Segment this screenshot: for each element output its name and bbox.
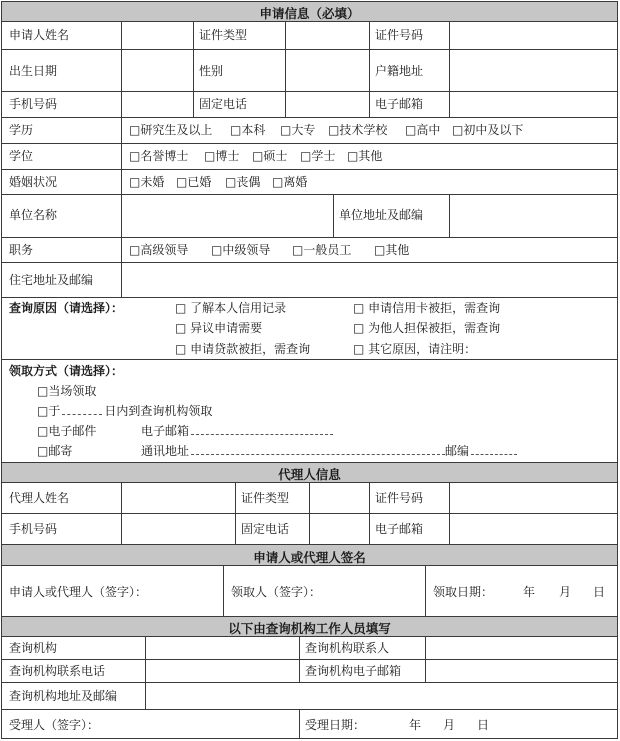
label-id-number: 证件号码 (375, 28, 424, 42)
days-blank[interactable] (62, 404, 102, 415)
label-birth-date: 出生日期 (9, 64, 58, 78)
label-pickup-date: 领取日期： (433, 585, 494, 599)
border-bottom (1, 738, 618, 739)
label-agent-mobile: 手机号码 (9, 522, 58, 536)
col-line (369, 482, 370, 544)
checkbox-option-degree[interactable]: □其他 (347, 149, 383, 163)
checkbox-option-position[interactable]: □中级领导 (211, 243, 271, 257)
label-handle-month: 月 (443, 718, 456, 732)
checkbox-option-marital[interactable]: □丧偶 (225, 175, 261, 189)
label-id-type: 证件类型 (199, 28, 248, 42)
row-line (1, 616, 618, 617)
checkbox-option-education[interactable]: □研究生及以上 (129, 123, 213, 137)
label-marital: 婚姻状况 (9, 175, 58, 189)
checkbox-option-education[interactable]: □本科 (230, 123, 266, 137)
label-agent-landline: 固定电话 (241, 522, 290, 536)
checkbox-option-marital[interactable]: □离婚 (272, 175, 308, 189)
row-line (1, 194, 618, 195)
label-employer: 单位名称 (9, 208, 58, 222)
label-agent-email: 电子邮箱 (375, 522, 424, 536)
checkbox-option-pickup-onsite[interactable]: □当场领取 (37, 384, 97, 398)
col-line (449, 21, 450, 117)
label-agency-contact: 查询机构联系人 (305, 641, 390, 655)
row-line (1, 169, 618, 170)
label-education: 学历 (9, 123, 34, 137)
checkbox-option-pickup-at-agency[interactable] (37, 404, 212, 418)
checkbox-option-education[interactable]: □初中及以下 (452, 123, 524, 137)
label-agency-email: 查询机构电子邮箱 (305, 664, 402, 678)
checkbox-option-reason[interactable]: □ 异议申请需要 (175, 321, 263, 335)
col-line (299, 709, 300, 739)
label-handle-year: 年 (409, 718, 422, 732)
label-mobile: 手机号码 (9, 97, 58, 111)
row-line (1, 91, 618, 92)
section-title-signature: 申请人或代理人签名 (253, 550, 366, 565)
label-year: 年 (523, 585, 536, 599)
row-line (1, 117, 618, 118)
row-line (1, 143, 618, 144)
label-pickup-method: 领取方式（请选择）： (9, 364, 124, 378)
checkbox-option-degree[interactable]: □博士 (204, 149, 240, 163)
checkbox-option-pickup-mail[interactable]: □邮寄 (37, 444, 73, 458)
checkbox-option-marital[interactable]: □已婚 (176, 175, 212, 189)
row-line (1, 709, 618, 710)
col-line (145, 636, 146, 709)
checkbox-option-degree[interactable]: □学士 (300, 149, 336, 163)
row-line (1, 297, 618, 298)
label-signer: 申请人或代理人（签字）： (9, 585, 148, 599)
col-line (333, 194, 334, 237)
row-line (1, 544, 618, 545)
checkbox-option-reason[interactable]: □ 了解本人信用记录 (175, 301, 287, 315)
col-line (223, 565, 224, 616)
col-line (121, 21, 122, 117)
row-line (1, 237, 618, 238)
label-degree: 学位 (9, 149, 34, 163)
label-handle-day: 日 (477, 718, 490, 732)
label-inquiry-reason: 查询原因（请选择）： (9, 301, 124, 315)
col-line (193, 21, 194, 117)
section-title-agent: 代理人信息 (278, 467, 341, 482)
col-line (449, 194, 450, 237)
label-receiver: 领取人（签字）： (231, 585, 322, 599)
label-position: 职务 (9, 243, 34, 257)
label-applicant-name: 申请人姓名 (9, 28, 70, 42)
label-agency-address: 查询机构地址及邮编 (9, 689, 118, 703)
col-line (309, 482, 310, 544)
pickup-mail-address-label: 通讯地址 (141, 444, 190, 458)
label-gender: 性别 (199, 64, 224, 78)
row-line (1, 49, 618, 50)
row-line (1, 682, 618, 683)
row-line (1, 659, 618, 660)
section-title-applicant: 申请信息（必填） (259, 6, 360, 21)
col-line (299, 636, 300, 682)
col-line (369, 21, 370, 117)
label-home-address: 住宅地址及邮编 (9, 273, 94, 287)
checkbox-option-position[interactable]: □其他 (374, 243, 410, 257)
checkbox-option-reason[interactable]: □ 其它原因，请注明： (353, 342, 477, 356)
label-month: 月 (559, 585, 572, 599)
pickup-email-label: 电子邮箱 (141, 424, 190, 438)
col-line (285, 21, 286, 117)
label-agency: 查询机构 (9, 641, 58, 655)
checkbox-option-reason[interactable]: □ 申请贷款被拒，需查询 (175, 342, 311, 356)
label-agent-name: 代理人姓名 (9, 491, 70, 505)
section-title-staff: 以下由查询机构工作人员填写 (228, 621, 391, 636)
label-email: 电子邮箱 (375, 97, 424, 111)
col-line (449, 482, 450, 544)
row-line (1, 262, 618, 263)
col-line (425, 565, 426, 616)
row-line (1, 462, 618, 463)
checkbox-option-education[interactable]: □高中 (405, 123, 441, 137)
label-handler: 受理人（签字）： (9, 718, 100, 732)
pickup-at-prefix: □于 (37, 404, 61, 418)
col-line (235, 482, 236, 544)
email-blank[interactable] (191, 424, 333, 435)
label-residence: 户籍地址 (375, 64, 424, 78)
label-agent-id-type: 证件类型 (241, 491, 290, 505)
label-agency-phone: 查询机构联系电话 (9, 664, 106, 678)
label-handle-date: 受理日期： (305, 718, 366, 732)
checkbox-option-position[interactable]: □一般员工 (292, 243, 352, 257)
checkbox-option-position[interactable]: □高级领导 (129, 243, 189, 257)
col-line (121, 482, 122, 544)
checkbox-option-education[interactable]: □大专 (280, 123, 316, 137)
checkbox-option-degree[interactable]: □名誉博士 (129, 149, 189, 163)
checkbox-option-pickup-email[interactable]: □电子邮件 (37, 424, 97, 438)
pickup-email-field[interactable] (141, 424, 333, 438)
label-landline: 固定电话 (199, 97, 248, 111)
pickup-at-suffix: 日内到查询机构领取 (104, 404, 213, 418)
label-employer-address: 单位地址及邮编 (339, 208, 424, 222)
col-line (425, 636, 426, 682)
row-line (1, 359, 618, 360)
label-agent-id-number: 证件号码 (375, 491, 424, 505)
checkbox-option-education[interactable]: □技术学校 (328, 123, 388, 137)
checkbox-option-reason[interactable]: □ 申请信用卡被拒，需查询 (353, 301, 501, 315)
border-top (1, 1, 618, 2)
pickup-mail-address-field[interactable] (141, 444, 517, 458)
checkbox-option-reason[interactable]: □ 为他人担保被拒，需查询 (353, 321, 501, 335)
postcode-blank[interactable] (471, 444, 517, 455)
credit-inquiry-form (1, 1, 618, 739)
label-day: 日 (593, 585, 606, 599)
address-blank[interactable] (191, 444, 445, 455)
pickup-postcode-label: 邮编 (445, 444, 470, 458)
col-line (121, 117, 122, 297)
checkbox-option-degree[interactable]: □硕士 (252, 149, 288, 163)
checkbox-option-marital[interactable]: □未婚 (129, 175, 165, 189)
